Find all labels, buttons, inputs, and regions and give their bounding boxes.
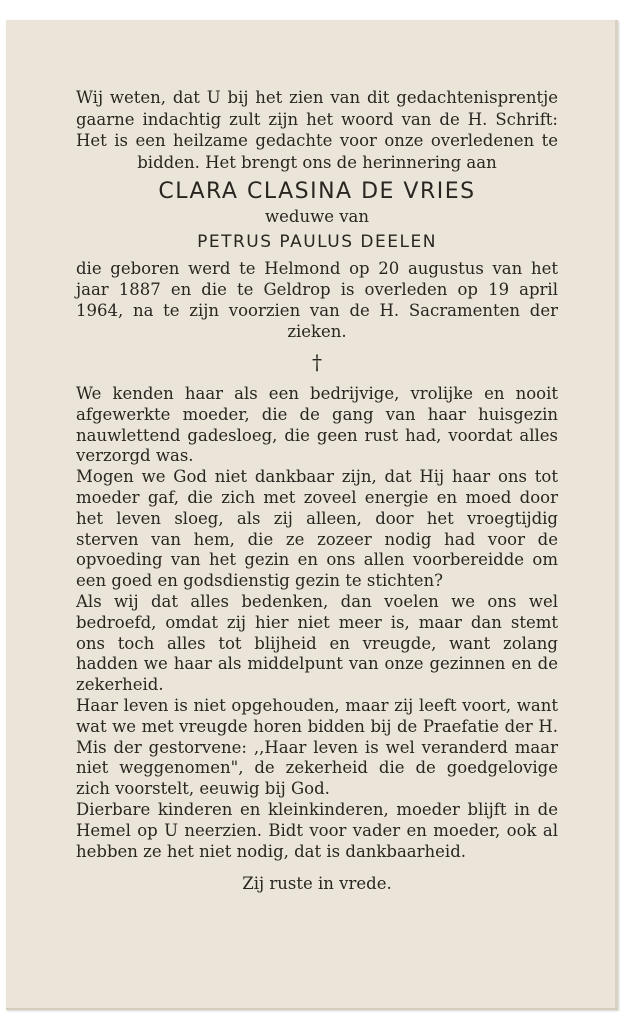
- paragraph: Mogen we God niet dankbaar zijn, dat Hij haar ons tot moeder gaf, die zich met zoveel energie en moed door het leven sloeg, als zij alleen, door het vroegtijdig sterven van hem, die ze zozeer nodig had voor de opvoeding van het gezin en ons allen voorbereidde om een goed en godsdienstig gezin te stichten?: [76, 467, 558, 591]
- memorial-card: [6, 20, 618, 1010]
- closing-text: Zij ruste in vrede.: [242, 874, 392, 894]
- paragraph: Dierbare kinderen en kleinkinderen, moeder blijft in de Hemel op U neerzien. Bidt voor vader en moeder, ook al hebben ze het niet nodig, dat is dankbaarheid.: [76, 799, 558, 861]
- paragraph: Als wij dat alles bedenken, dan voelen we ons wel bedroefd, omdat zij hier niet meer is, maar dan stemt ons toch alles tot blijheid en vreugde, want zolang hadden we haar als middelpunt van onze gezinnen en de zekerheid.: [76, 591, 558, 695]
- paragraph: Haar leven is niet opgehouden, maar zij leeft voort, want wat we met vreugde horen bidden bij de Praefatie der H. Mis der gestorvene: ,,Haar leven is wel veranderd maar niet weggenomen", de zekerheid die de goedgelovige zich voorstelt, eeuwig bij God.: [76, 695, 558, 799]
- husband-name: PETRUS PAULUS DEELEN: [197, 232, 437, 252]
- widow-of-label: weduwe van: [265, 207, 369, 226]
- cross-icon: †: [312, 350, 322, 374]
- birth-death-text: die geboren werd te Helmond op 20 augustus van het jaar 1887 en die te Geldrop is overleden op 19 april 1964, na te zijn voorzien van de H. Sacramenten der zieken.: [76, 259, 558, 341]
- paragraph: We kenden haar als een bedrijvige, vrolijke en nooit afgewerkte moeder, die de gang van haar huisgezin nauwlettend gadesloeg, die geen rust had, voordat alles verzorgd was.: [76, 384, 558, 466]
- deceased-name: CLARA CLASINA DE VRIES: [158, 179, 476, 204]
- card-content: [76, 87, 558, 893]
- intro-text: Wij weten, dat U bij het zien van dit gedachtenisprentje gaarne indachtig zult zijn het woord van de H. Schrift: Het is een heilzame gedachte voor onze overledenen te bidden. Het brengt ons de herinnering aan: [76, 88, 558, 172]
- body-text: [76, 384, 558, 862]
